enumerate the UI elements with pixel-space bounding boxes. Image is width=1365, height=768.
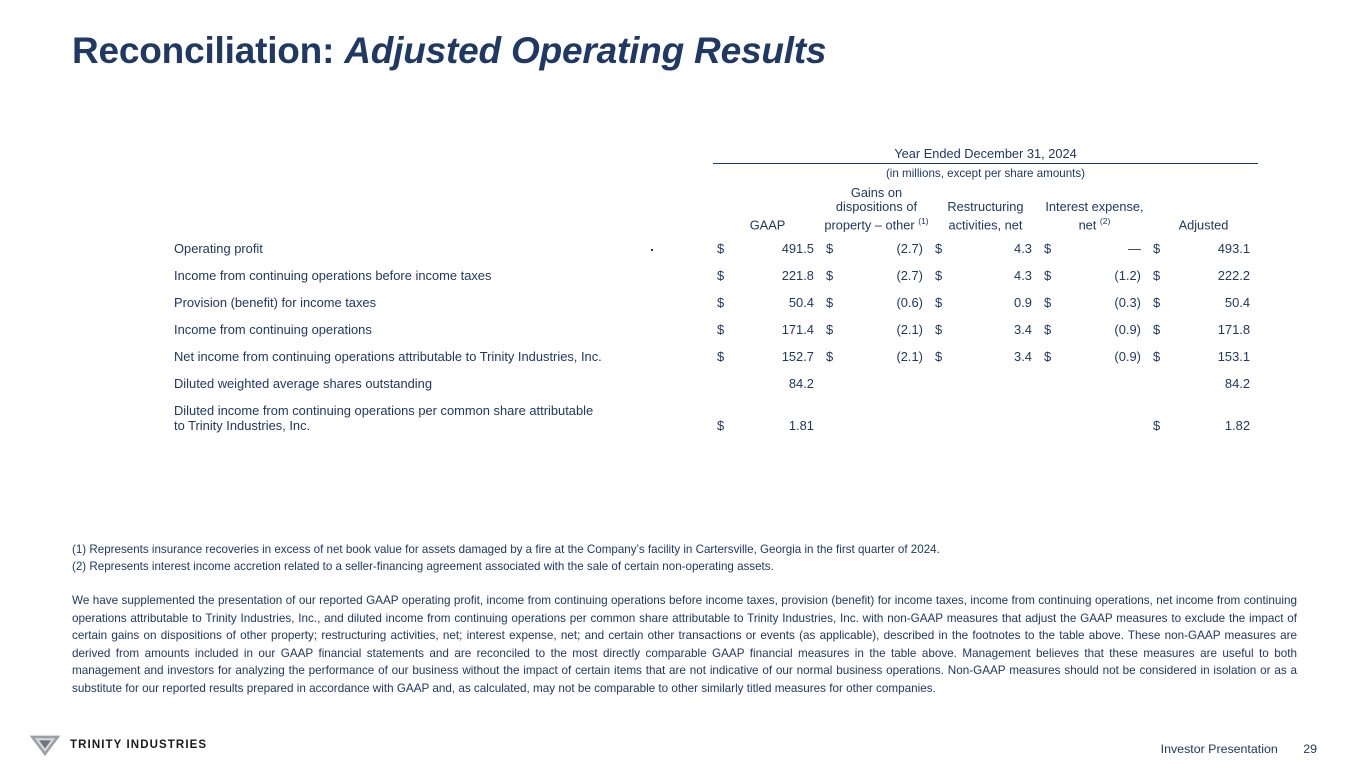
- column-header-adjusted: [1149, 186, 1258, 235]
- column-header-note: (2): [1099, 216, 1111, 226]
- table-row: [168, 262, 1258, 289]
- value-cell: 4.3: [1014, 241, 1032, 257]
- currency-symbol: [931, 397, 952, 439]
- currency-symbol: $: [717, 295, 725, 311]
- currency-symbol: $: [825, 241, 834, 257]
- value-cell: 491.5: [781, 241, 814, 257]
- table-header-columns: [168, 186, 1258, 235]
- column-header-restructuring: [931, 186, 1040, 235]
- currency-symbol: $: [1043, 295, 1052, 311]
- column-header-note: (1): [918, 216, 929, 226]
- currency-symbol: $: [934, 322, 943, 338]
- value-cell: (2.1): [896, 322, 923, 338]
- column-header-label: Interest expense, net: [1045, 199, 1144, 233]
- value-cell: (0.6): [896, 295, 923, 311]
- page-number: 29: [1303, 742, 1317, 756]
- currency-symbol: $: [825, 322, 834, 338]
- row-label: Diluted weighted average shares outstanding: [174, 376, 432, 392]
- column-header-label: GAAP: [749, 217, 786, 233]
- value-cell: 50.4: [788, 295, 814, 311]
- currency-symbol: $: [1152, 295, 1161, 311]
- currency-symbol: $: [717, 268, 725, 284]
- value-cell: [843, 370, 931, 397]
- currency-symbol: $: [1152, 322, 1161, 338]
- value-cell: 171.8: [1217, 322, 1250, 338]
- currency-symbol: $: [1043, 268, 1052, 284]
- currency-symbol: $: [934, 295, 943, 311]
- page-title-plain: Reconciliation:: [72, 30, 345, 71]
- table-row: [168, 397, 1258, 439]
- value-cell: 84.2: [1224, 376, 1250, 392]
- value-cell: 171.4: [781, 322, 814, 338]
- trinity-logo-icon: [28, 732, 62, 758]
- currency-symbol: [713, 370, 734, 397]
- currency-symbol: [931, 370, 952, 397]
- currency-symbol: [1040, 370, 1061, 397]
- table-row: [168, 235, 1258, 262]
- currency-symbol: $: [1043, 349, 1052, 365]
- table-row: [168, 289, 1258, 316]
- value-cell: 0.9: [1014, 295, 1032, 311]
- value-cell: 3.4: [1014, 349, 1032, 365]
- column-header-label: Adjusted: [1178, 217, 1229, 233]
- currency-symbol: $: [825, 268, 834, 284]
- currency-symbol: $: [717, 418, 725, 434]
- value-cell: (0.9): [1114, 349, 1141, 365]
- column-header-gaap: [713, 186, 822, 235]
- value-cell: 50.4: [1224, 295, 1250, 311]
- spacer-cell: [168, 164, 713, 187]
- table-header-period: [168, 146, 1258, 164]
- footnote-2: (2) Represents interest income accretion related to a seller-financing agreement associated with the sale of certain non-operating assets.: [72, 560, 774, 573]
- currency-symbol: $: [1152, 241, 1161, 257]
- value-cell: 152.7: [781, 349, 814, 365]
- currency-symbol: $: [717, 322, 725, 338]
- value-cell: 3.4: [1014, 322, 1032, 338]
- stray-mark: [651, 249, 653, 251]
- currency-symbol: $: [1152, 349, 1161, 365]
- value-cell: (2.7): [896, 241, 923, 257]
- table-row: [168, 370, 1258, 397]
- currency-symbol: $: [934, 241, 943, 257]
- currency-symbol: $: [1043, 241, 1052, 257]
- row-label-line1: Diluted income from continuing operations per common share attributable: [174, 403, 594, 419]
- financial-table: [168, 146, 1258, 439]
- currency-symbol: $: [934, 349, 943, 365]
- row-label: Income from continuing operations: [174, 322, 372, 338]
- table-header-units: [168, 164, 1258, 187]
- column-header-interest-expense: [1040, 186, 1149, 235]
- footnote-1: (1) Represents insurance recoveries in excess of net book value for assets damaged by a fire at the Company’s facility in Cartersville, Georgia in the first quarter of 2024.: [72, 543, 940, 556]
- currency-symbol: $: [1152, 418, 1161, 434]
- non-gaap-disclosure: We have supplemented the presentation of our reported GAAP operating profit, income from continuing operations before income taxes, provision (benefit) for income taxes, income from continuing operations, net income from continuing operations attributable to Trinity Industries, Inc., and diluted income from continuing operations per common share attributable to Trinity Industries, Inc. with non-GAAP measures that adjust the GAAP measures to exclude the impact of certain gains on dispositions of other property; restructuring activities, net; interest expense, net; and certain other transactions or events (as applicable), described in the footnotes to the table above. These non-GAAP measures are derived from amounts included in our GAAP financial statements and are reconciled to the most directly comparable GAAP financial measures in the table above. Management believes that these measures are useful to both management and investors for analyzing the performance of our business without the impact of certain items that are not indicative of our normal business operations. Non-GAAP measures should not be considered in isolation or as a substitute for our reported results prepared in accordance with GAAP and, as calculated, may not be comparable to other similarly titled measures for other companies.: [72, 594, 1297, 695]
- value-cell: (2.1): [896, 349, 923, 365]
- footer: [0, 728, 1365, 768]
- currency-symbol: $: [934, 268, 943, 284]
- value-cell: 222.2: [1217, 268, 1250, 284]
- value-cell: (0.9): [1114, 322, 1141, 338]
- reconciliation-table: [168, 146, 1258, 439]
- value-cell: [952, 397, 1040, 439]
- currency-symbol: $: [825, 349, 834, 365]
- currency-symbol: [1040, 397, 1061, 439]
- page-title-italic: Adjusted Operating Results: [344, 30, 827, 71]
- column-header-label: Restructuring activities, net: [947, 199, 1024, 233]
- currency-symbol: $: [1152, 268, 1161, 284]
- table-row: [168, 316, 1258, 343]
- currency-symbol: $: [1043, 322, 1052, 338]
- currency-symbol: $: [717, 241, 725, 257]
- value-cell: 4.3: [1014, 268, 1032, 284]
- value-cell: (0.3): [1114, 295, 1141, 311]
- footnotes: [72, 541, 1297, 575]
- footer-right: [1161, 742, 1317, 756]
- value-cell: (1.2): [1114, 268, 1141, 284]
- currency-symbol: $: [825, 295, 834, 311]
- row-label: Income from continuing operations before income taxes: [174, 268, 492, 284]
- value-cell: 1.81: [788, 418, 814, 434]
- period-header: Year Ended December 31, 2024: [713, 146, 1258, 164]
- currency-symbol: [822, 397, 843, 439]
- company-name: TRINITY INDUSTRIES: [70, 739, 208, 751]
- row-label: [168, 397, 713, 439]
- row-label: Provision (benefit) for income taxes: [174, 295, 377, 311]
- row-label: Operating profit: [174, 241, 263, 257]
- value-cell: [843, 397, 931, 439]
- value-cell: —: [1128, 241, 1141, 257]
- value-cell: 1.82: [1224, 418, 1250, 434]
- column-header-gains-dispositions: [822, 186, 931, 235]
- currency-symbol: $: [717, 349, 725, 365]
- company-logo: [28, 732, 207, 758]
- row-label: Net income from continuing operations attributable to Trinity Industries, Inc.: [174, 349, 602, 365]
- value-cell: [1061, 397, 1149, 439]
- value-cell: 493.1: [1217, 241, 1250, 257]
- value-cell: 221.8: [781, 268, 814, 284]
- value-cell: 84.2: [788, 376, 814, 392]
- spacer-cell: [168, 186, 713, 235]
- table-row: [168, 343, 1258, 370]
- deck-name: Investor Presentation: [1160, 742, 1278, 756]
- value-cell: 153.1: [1217, 349, 1250, 365]
- currency-symbol: [822, 370, 843, 397]
- units-header: (in millions, except per share amounts): [885, 167, 1086, 180]
- value-cell: [952, 370, 1040, 397]
- currency-symbol: [1149, 370, 1170, 397]
- spacer-cell: [168, 146, 713, 164]
- value-cell: [1061, 370, 1149, 397]
- row-label-line2: to Trinity Industries, Inc.: [174, 418, 311, 434]
- page-title: [72, 30, 826, 72]
- column-header-label: Gains on dispositions of property – other: [824, 185, 918, 233]
- value-cell: (2.7): [896, 268, 923, 284]
